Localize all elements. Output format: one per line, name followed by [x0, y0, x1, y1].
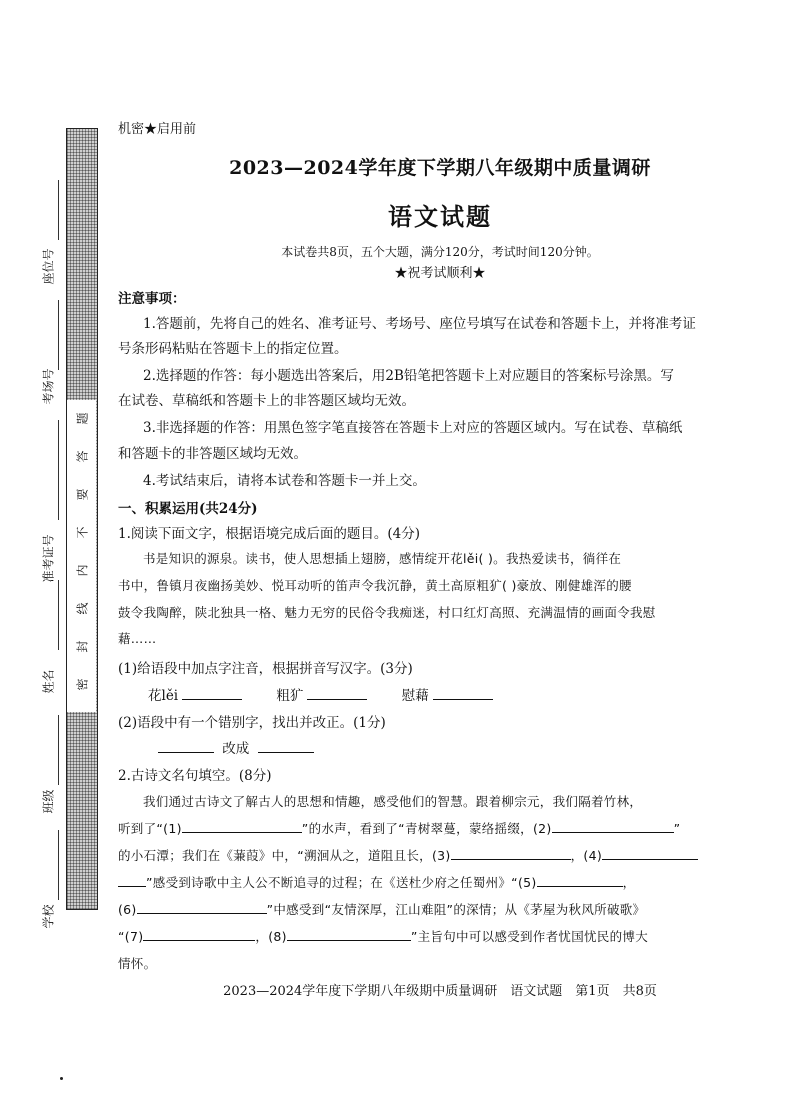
change-to-label: 改成 [222, 741, 250, 757]
name-label: 姓名 [41, 669, 56, 694]
notice-item-1b: 号条形码粘贴在答题卡上的指定位置。 [118, 341, 348, 357]
confidential-mark: 机密★启用前 [118, 122, 197, 137]
notice-item-2a: 2.选择题的作答：每小题选出答案后，用2B铅笔把答题卡上对应题目的答案标号涂黑。写 [143, 368, 674, 384]
seal-char-3: 要 [75, 488, 90, 501]
answer-blank-1[interactable] [182, 687, 242, 700]
seal-char-1: 题 [75, 412, 90, 425]
poem-blank-1[interactable] [182, 820, 302, 833]
q1-passage-line-3: 鼓令我陶醉，陕北独具一格、魅力无穷的民俗令我痴迷，村口红灯高照、充满温情的画面令我慰 [118, 605, 656, 620]
q2-line-3b: ，(4) [570, 848, 603, 863]
poem-blank-6[interactable] [137, 901, 267, 914]
q2-stem: 2.古诗文名句填空。(8分) [118, 768, 272, 784]
q2-line-3a: 的小石潭；我们在《蒹葭》中，“溯洄从之，道阻且长，(3) [118, 848, 451, 863]
seat-line[interactable] [58, 180, 59, 240]
word-2: 粗犷 [276, 688, 304, 704]
poem-blank-4-start[interactable] [602, 847, 698, 860]
q1-passage-line-1: 书是知识的源泉。读书，使人思想插上翅膀，感情绽开花lěi( )。我热爱读书，徜徉在 [143, 551, 622, 566]
answer-blank-3[interactable] [433, 687, 493, 700]
q2-line-3 [118, 846, 778, 864]
q2-line-4b: ， [622, 875, 636, 890]
room-label: 考场号 [41, 368, 56, 405]
q1-sub1-answers [148, 684, 768, 704]
notice-item-1a: 1.答题前，先将自己的姓名、准考证号、考场号、座位号填写在试卷和答题卡上，并将准考证 [143, 316, 696, 332]
subject-title: 语文试题 [388, 202, 492, 231]
q2-line-4a: ”感受到诗歌中主人公不断追寻的过程；在《送杜少府之任蜀州》“(5) [146, 875, 537, 890]
answer-blank-2[interactable] [307, 687, 367, 700]
class-label: 班级 [41, 789, 56, 814]
poem-blank-5[interactable] [537, 874, 623, 887]
q1-stem: 1.阅读下面文字，根据语境完成后面的题目。(4分) [118, 526, 421, 542]
word-3: 慰藉 [401, 688, 429, 704]
q1-sub1: (1)给语段中加点字注音，根据拼音写汉字。(3分) [118, 661, 413, 677]
q2-line-2b: ”的水声，看到了“青树翠蔓，蒙络摇缀，(2) [301, 821, 552, 836]
q2-line-4 [118, 873, 778, 891]
q2-line-6 [118, 927, 778, 945]
q2-line-6b: ，(8) [255, 929, 287, 944]
class-line[interactable] [58, 715, 59, 785]
poem-blank-2[interactable] [552, 820, 674, 833]
page-footer: 2023—2024学年度下学期八年级期中质量调研 语文试题 第1页 共8页 [223, 984, 657, 999]
q2-line-2a: 听到了“(1) [118, 821, 182, 836]
q2-line-6c: ”主旨句中可以感受到作者忧国忧民的博大 [410, 929, 648, 944]
section-1-heading: 一、积累运用(共24分) [118, 501, 258, 517]
q2-line-2c: ” [673, 821, 681, 836]
exam-info: 本试卷共8页，五个大题，满分120分，考试时间120分钟。 [281, 245, 599, 259]
seal-char-4: 不 [75, 526, 90, 539]
seal-char-8: 密 [75, 678, 90, 691]
poem-blank-7[interactable] [143, 928, 255, 941]
q2-line-7: 情怀。 [118, 956, 157, 971]
seat-label: 座位号 [41, 248, 56, 285]
q2-line-5 [118, 900, 778, 918]
poem-blank-8[interactable] [287, 928, 411, 941]
poem-blank-4-end[interactable] [118, 874, 146, 887]
notice-item-3a: 3.非选择题的作答：用黑色签字笔直接答在答题卡上对应的答题区域内。写在试卷、草稿纸 [143, 420, 683, 436]
scan-speck [60, 1077, 63, 1080]
exam-title: 2023—2024学年度下学期八年级期中质量调研 [229, 157, 651, 179]
seal-char-2: 答 [75, 450, 90, 463]
seal-line-area [67, 400, 96, 712]
q2-line-5a: (6) [118, 902, 137, 917]
q1-sub2: (2)语段中有一个错别字，找出并改正。(1分) [118, 715, 386, 731]
notice-item-4: 4.考试结束后，请将本试卷和答题卡一并上交。 [143, 473, 426, 489]
school-line[interactable] [58, 830, 59, 900]
q1-passage-line-2: 书中，鲁镇月夜幽扬美妙、悦耳动听的笛声令我沉静，黄土高原粗犷( )豪放、刚健雄浑的腰 [118, 578, 632, 593]
room-line[interactable] [58, 300, 59, 370]
notice-item-2b: 在试卷、草稿纸和答题卡上的非答题区域均无效。 [118, 393, 415, 409]
q2-line-6a: “(7) [118, 929, 144, 944]
q1-passage-line-4: 藉…… [118, 631, 157, 646]
poem-blank-3[interactable] [451, 847, 571, 860]
name-line[interactable] [58, 580, 59, 650]
ticket-line[interactable] [58, 420, 59, 520]
wish-line: ★祝考试顺利★ [394, 266, 486, 281]
seal-char-6: 线 [75, 602, 90, 615]
word-1: 花lěi [148, 688, 179, 704]
q2-line-5b: ”中感受到“友情深厚，江山难阻”的深情；从《茅屋为秋风所破歌》 [266, 902, 646, 917]
ticket-label: 准考证号 [41, 534, 56, 583]
wrong-char-blank[interactable] [158, 740, 214, 753]
notice-heading: 注意事项： [118, 291, 186, 307]
seal-char-7: 封 [75, 640, 90, 653]
correct-char-blank[interactable] [258, 740, 314, 753]
school-label: 学校 [41, 904, 56, 929]
q1-sub2-answer [158, 737, 758, 757]
q2-line-2 [118, 819, 778, 837]
seal-char-5: 内 [75, 564, 90, 577]
q2-line-1: 我们通过古诗文了解古人的思想和情趣，感受他们的智慧。跟着柳宗元，我们隔着竹林， [143, 794, 643, 809]
notice-item-3b: 和答题卡的非答题区域均无效。 [118, 446, 307, 462]
